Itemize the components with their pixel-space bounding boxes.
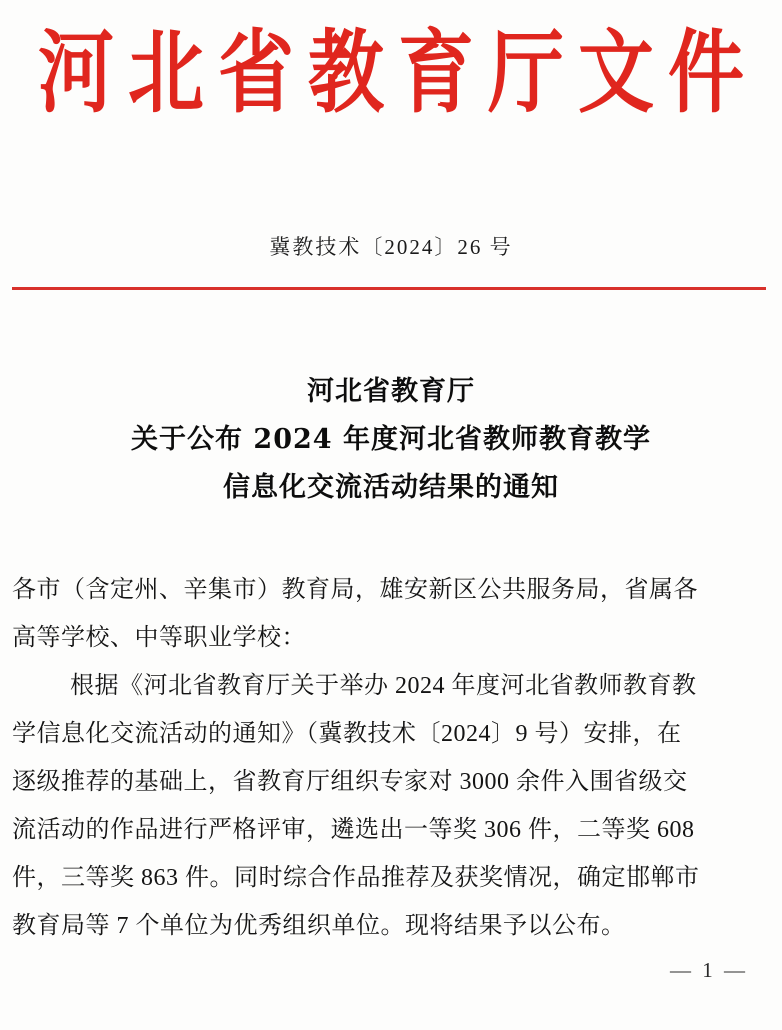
document-serial-number: 冀教技术〔2024〕26 号 [269, 235, 513, 259]
page-title-line-3: 信息化交流活动结果的通知 [223, 472, 559, 503]
document-body [12, 566, 770, 950]
body-paragraph-line: 学信息化交流活动的通知》（冀教技术〔2024〕9 号）安排，在 [12, 721, 682, 747]
page-title-line-2: 关于公布 2024 年度河北省教师教育教学 [131, 424, 651, 455]
issuing-authority-masthead-title: 河北省教育厅文件 [38, 19, 758, 125]
red-divider-rule [12, 287, 766, 290]
addressee-line: 各市（含定州、辛集市）教育局，雄安新区公共服务局，省属各 [12, 577, 698, 603]
document-title-block [0, 368, 782, 512]
body-paragraph-line: 根据《河北省教育厅关于举办 2024 年度河北省教师教育教 [70, 673, 697, 699]
page-title-line-1: 河北省教育厅 [307, 376, 475, 407]
body-paragraph-line: 流活动的作品进行严格评审，遴选出一等奖 306 件，二等奖 608 [12, 817, 695, 843]
body-paragraph-line: 逐级推荐的基础上，省教育厅组织专家对 3000 余件入围省级交 [12, 769, 688, 795]
addressee-line: 高等学校、中等职业学校： [12, 625, 306, 651]
body-paragraph-line: 教育局等 7 个单位为优秀组织单位。现将结果予以公布。 [12, 913, 626, 939]
document-masthead [0, 19, 782, 125]
body-paragraph-line: 件，三等奖 863 件。同时综合作品推荐及获奖情况，确定邯郸市 [12, 865, 700, 891]
page-number-footer: — 1 — [670, 958, 748, 982]
